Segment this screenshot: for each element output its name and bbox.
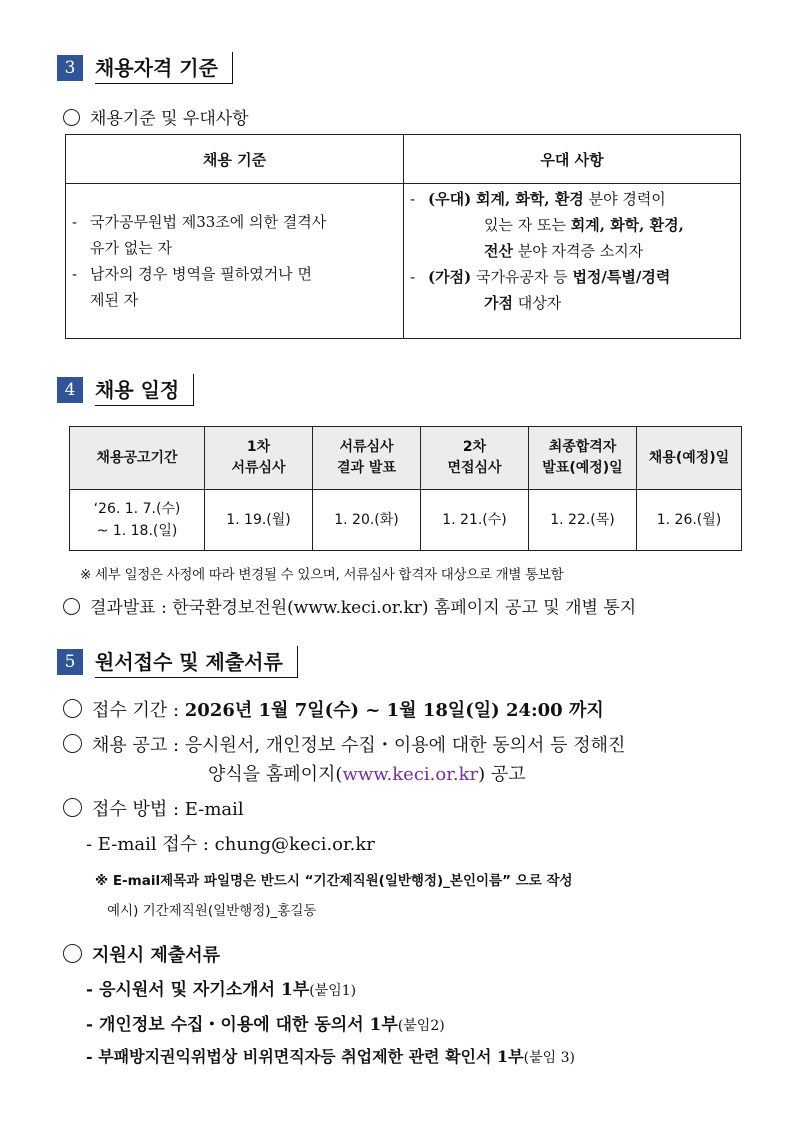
result-announcement bbox=[63, 593, 636, 618]
documents-title bbox=[63, 941, 220, 967]
circle-bullet-icon bbox=[63, 598, 80, 615]
period-label: 접수 기간 : bbox=[92, 700, 185, 721]
document-name: - 응시원서 및 자기소개서 1부 bbox=[86, 980, 310, 1000]
method-text: 접수 방법 : E-mail bbox=[92, 799, 244, 820]
email-example: 예시) 기간제직원(일반행정)_홍길동 bbox=[107, 903, 317, 919]
criteria-item-line: 국가공무원법 제33조에 의한 결격사 bbox=[90, 213, 327, 231]
schedule-cell: 1. 21.(수) bbox=[421, 490, 529, 551]
preference-item: - (우대) 회계, 화학, 환경 분야 경력이 있는 자 또는 회계, 화학, 환경, 전산 분야 자격증 소지자 bbox=[410, 190, 684, 260]
schedule-header: 최종합격자 발표(예정)일 bbox=[529, 427, 637, 490]
pref-bold: 회계, 화학, 환경 bbox=[475, 190, 584, 208]
section-3-number: 3 bbox=[57, 55, 83, 81]
email-line[interactable]: - E-mail 접수 : chung@keci.or.kr bbox=[86, 834, 375, 855]
circle-bullet-icon bbox=[63, 109, 80, 126]
document-item bbox=[86, 1044, 575, 1067]
section-3-heading bbox=[57, 52, 233, 84]
criteria-cell bbox=[66, 184, 404, 339]
section-4-number: 4 bbox=[57, 377, 83, 403]
schedule-header: 서류심사 결과 발표 bbox=[313, 427, 421, 490]
application-method bbox=[63, 795, 244, 821]
pref-tag: (우대) bbox=[428, 190, 472, 208]
document-name: - 개인정보 수집・이용에 대한 동의서 1부 bbox=[86, 1015, 398, 1035]
preference-header: 우대 사항 bbox=[404, 135, 741, 184]
pref-bold: 전산 bbox=[484, 242, 513, 260]
schedule-cell-period: ‘26. 1. 7.(수) ~ 1. 18.(일) bbox=[70, 490, 205, 551]
document-name: - 부패방지권익위법상 비위면직자등 취업제한 관련 확인서 1부 bbox=[86, 1047, 524, 1066]
preference-cell bbox=[404, 184, 741, 339]
criteria-item: - 남자의 경우 병역을 필하였거나 면 제된 자 bbox=[72, 261, 399, 313]
document-attachment: (붙임2) bbox=[397, 1018, 445, 1034]
document-item bbox=[86, 975, 356, 1000]
circle-bullet-icon bbox=[63, 734, 82, 753]
pref-text: 있는 자 또는 bbox=[484, 216, 571, 234]
criteria-bullet bbox=[63, 104, 249, 129]
pref-text: 국가유공자 등 bbox=[471, 268, 573, 286]
schedule-note: ※ 세부 일정은 사정에 따라 변경될 수 있으며, 서류심사 합격자 대상으로 개별 통보함 bbox=[80, 567, 564, 583]
pref-tag: (가점) bbox=[428, 268, 472, 286]
schedule-header: 채용(예정)일 bbox=[637, 427, 742, 490]
schedule-header: 2차 면접심사 bbox=[421, 427, 529, 490]
section-4-heading bbox=[57, 374, 194, 406]
pref-text: 대상자 bbox=[512, 294, 562, 312]
homepage-link[interactable]: www.keci.or.kr bbox=[342, 764, 479, 785]
schedule-table bbox=[69, 426, 742, 551]
notice-text: 채용 공고 : 응시원서, 개인정보 수집・이용에 대한 동의서 등 정해진 bbox=[92, 735, 626, 756]
notice-text: 양식을 홈페이지( bbox=[208, 764, 343, 785]
criteria-item: - 국가공무원법 제33조에 의한 결격사 유가 없는 자 bbox=[72, 209, 399, 261]
pref-text: 분야 자격증 소지자 bbox=[512, 242, 644, 260]
documents-title-text: 지원시 제출서류 bbox=[92, 945, 220, 966]
recruitment-notice bbox=[63, 731, 625, 757]
period-value: 2026년 1월 7일(수) ~ 1월 18일(일) 24:00 까지 bbox=[184, 700, 604, 721]
criteria-header: 채용 기준 bbox=[66, 135, 404, 184]
criteria-bullet-text: 채용기준 및 우대사항 bbox=[90, 109, 249, 129]
criteria-item-line: 남자의 경우 병역을 필하였거나 면 bbox=[90, 265, 312, 283]
schedule-cell: 1. 19.(월) bbox=[205, 490, 313, 551]
section-5-title: 원서접수 및 제출서류 bbox=[95, 646, 298, 678]
criteria-table bbox=[65, 134, 741, 339]
email-note: ※ E-mail제목과 파일명은 반드시 “기간제직원(일반행정)_본인이름” 으로 작성 bbox=[95, 873, 573, 889]
schedule-header: 1차 서류심사 bbox=[205, 427, 313, 490]
criteria-item-line: 유가 없는 자 bbox=[90, 239, 172, 257]
schedule-cell: 1. 20.(화) bbox=[313, 490, 421, 551]
pref-bold: 회계, 화학, 환경, bbox=[570, 216, 684, 234]
section-3-title: 채용자격 기준 bbox=[95, 52, 233, 84]
circle-bullet-icon bbox=[63, 798, 82, 817]
recruitment-notice-line2 bbox=[208, 760, 526, 786]
result-text: 결과발표 : 한국환경보전원(www.keci.or.kr) 홈페이지 공고 및 개별 통지 bbox=[90, 598, 637, 618]
schedule-cell: 1. 26.(월) bbox=[637, 490, 742, 551]
section-4-title: 채용 일정 bbox=[95, 374, 194, 406]
circle-bullet-icon bbox=[63, 699, 82, 718]
application-period bbox=[63, 696, 604, 722]
preference-item: - (가점) 국가유공자 등 법정/특별/경력 가점 대상자 bbox=[410, 268, 671, 312]
schedule-header: 채용공고기간 bbox=[70, 427, 205, 490]
section-5-number: 5 bbox=[57, 649, 83, 675]
section-5-heading bbox=[57, 646, 298, 678]
document-attachment: (붙임 3) bbox=[523, 1050, 575, 1066]
document-attachment: (붙임1) bbox=[309, 983, 357, 999]
schedule-cell: 1. 22.(목) bbox=[529, 490, 637, 551]
pref-bold: 가점 bbox=[484, 294, 513, 312]
notice-text: ) 공고 bbox=[478, 764, 526, 785]
document-item bbox=[86, 1010, 445, 1035]
criteria-item-line: 제된 자 bbox=[90, 291, 139, 309]
pref-text: 분야 경력이 bbox=[583, 190, 666, 208]
circle-bullet-icon bbox=[63, 944, 82, 963]
pref-bold: 법정/특별/경력 bbox=[572, 268, 671, 286]
